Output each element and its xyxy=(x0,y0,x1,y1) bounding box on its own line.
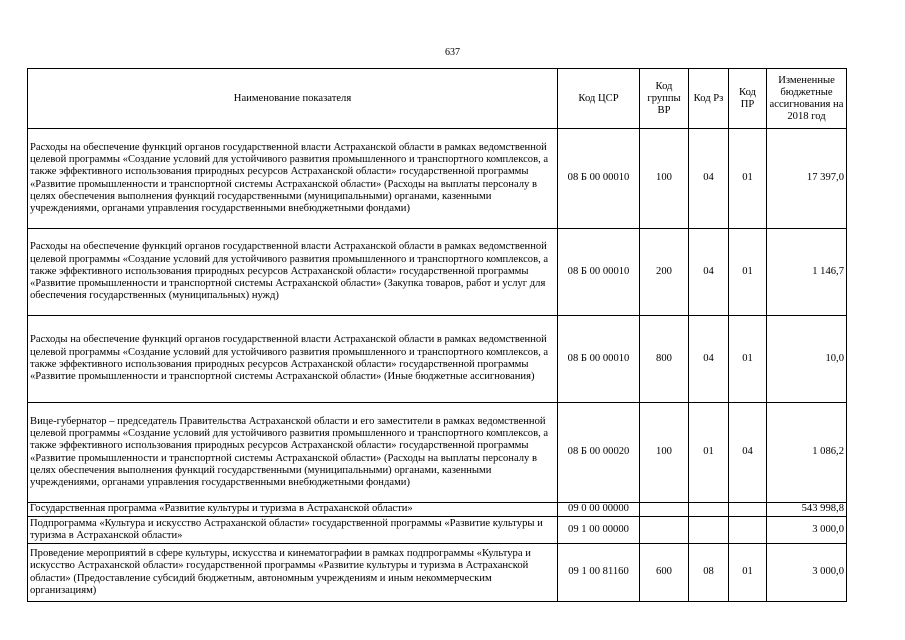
row-name: Государственная программа «Развитие культуры и туризма в Астраханской области» xyxy=(28,503,558,517)
header-name: Наименование показателя xyxy=(28,69,558,129)
row-vr: 200 xyxy=(640,229,689,316)
table-row xyxy=(28,503,847,517)
row-pr xyxy=(729,503,767,517)
row-sum: 17 397,0 xyxy=(767,129,847,229)
row-csr: 08 Б 00 00010 xyxy=(558,129,640,229)
table-row xyxy=(28,517,847,544)
row-pr: 01 xyxy=(729,316,767,403)
row-name: Расходы на обеспечение функций органов государственной власти Астраханской области в рамках ведомственной целевой программы «Создание условий для устойчивого развития промышленного и транспортного комплексов, а также эффективного использования природных ресурсов Астраханской области» государственной программы «Развитие промышленности и транспортной системы Астраханской области» (Иные бюджетные ассигнования) xyxy=(28,316,558,403)
row-csr: 09 1 00 00000 xyxy=(558,517,640,544)
row-name: Подпрограмма «Культура и искусство Астраханской области» государственной программы «Развитие культуры и туризма в Астраханской области» xyxy=(28,517,558,544)
table-row xyxy=(28,316,847,403)
table-row xyxy=(28,403,847,503)
row-name: Расходы на обеспечение функций органов государственной власти Астраханской области в рамках ведомственной целевой программы «Создание условий для устойчивого развития промышленного и транспортного комплексов, а также эффективного использования природных ресурсов Астраханской области» государственной программы «Развитие промышленности и транспортной системы Астраханской области» (Закупка товаров, работ и услуг для обеспечения государственных (муниципальных) нужд) xyxy=(28,229,558,316)
header-pr: Код ПР xyxy=(729,69,767,129)
budget-table xyxy=(27,68,847,602)
header-sum: Измененные бюджетные ассигнования на 2018 год xyxy=(767,69,847,129)
row-csr: 08 Б 00 00020 xyxy=(558,403,640,503)
row-sum: 10,0 xyxy=(767,316,847,403)
row-sum: 543 998,8 xyxy=(767,503,847,517)
row-pr: 01 xyxy=(729,129,767,229)
row-rz: 04 xyxy=(689,129,729,229)
row-name: Расходы на обеспечение функций органов государственной власти Астраханской области в рамках ведомственной целевой программы «Создание условий для устойчивого развития промышленного и транспортного комплексов, а также эффективного использования природных ресурсов Астраханской области» государственной программы «Развитие промышленности и транспортной системы Астраханской области» (Расходы на выплаты персоналу в целях обеспечения выполнения функций государственными (муниципальными) органами, казенными учреждениями, органами управления государственными внебюджетными фондами) xyxy=(28,129,558,229)
table-row xyxy=(28,129,847,229)
table-header-row xyxy=(28,69,847,129)
header-vr: Код группы ВР xyxy=(640,69,689,129)
row-rz: 04 xyxy=(689,229,729,316)
row-rz xyxy=(689,503,729,517)
row-pr: 01 xyxy=(729,544,767,602)
row-vr xyxy=(640,503,689,517)
row-sum: 3 000,0 xyxy=(767,544,847,602)
row-vr: 100 xyxy=(640,403,689,503)
row-name: Вице-губернатор – председатель Правительства Астраханской области и его заместители в рамках ведомственной целевой программы «Создание условий для устойчивого развития промышленного и транспортного комплексов, а также эффективного использования природных ресурсов Астраханской области» государственной программы «Развитие промышленности и транспортной системы Астраханской области» (Расходы на выплаты персоналу в целях обеспечения выполнения функций государственными (муниципальными) органами, казенными учреждениями, органами управления государственными внебюджетными фондами) xyxy=(28,403,558,503)
row-csr: 08 Б 00 00010 xyxy=(558,316,640,403)
page-number: 637 xyxy=(445,47,460,58)
row-rz xyxy=(689,517,729,544)
row-pr xyxy=(729,517,767,544)
row-sum: 3 000,0 xyxy=(767,517,847,544)
row-pr: 01 xyxy=(729,229,767,316)
row-rz: 04 xyxy=(689,316,729,403)
row-vr xyxy=(640,517,689,544)
row-sum: 1 146,7 xyxy=(767,229,847,316)
table-row xyxy=(28,229,847,316)
header-csr: Код ЦСР xyxy=(558,69,640,129)
row-vr: 100 xyxy=(640,129,689,229)
row-vr: 600 xyxy=(640,544,689,602)
row-csr: 09 1 00 81160 xyxy=(558,544,640,602)
row-vr: 800 xyxy=(640,316,689,403)
row-csr: 09 0 00 00000 xyxy=(558,503,640,517)
table-row xyxy=(28,544,847,602)
row-pr: 04 xyxy=(729,403,767,503)
row-rz: 01 xyxy=(689,403,729,503)
row-sum: 1 086,2 xyxy=(767,403,847,503)
row-name: Проведение мероприятий в сфере культуры, искусства и кинематографии в рамках подпрограммы «Культура и искусство Астраханской области» государственной программы «Развитие культуры и туризма в Астраханской области» (Предоставление субсидий бюджетным, автономным учреждениям и иным некоммерческим организациям) xyxy=(28,544,558,602)
row-rz: 08 xyxy=(689,544,729,602)
header-rz: Код Рз xyxy=(689,69,729,129)
row-csr: 08 Б 00 00010 xyxy=(558,229,640,316)
